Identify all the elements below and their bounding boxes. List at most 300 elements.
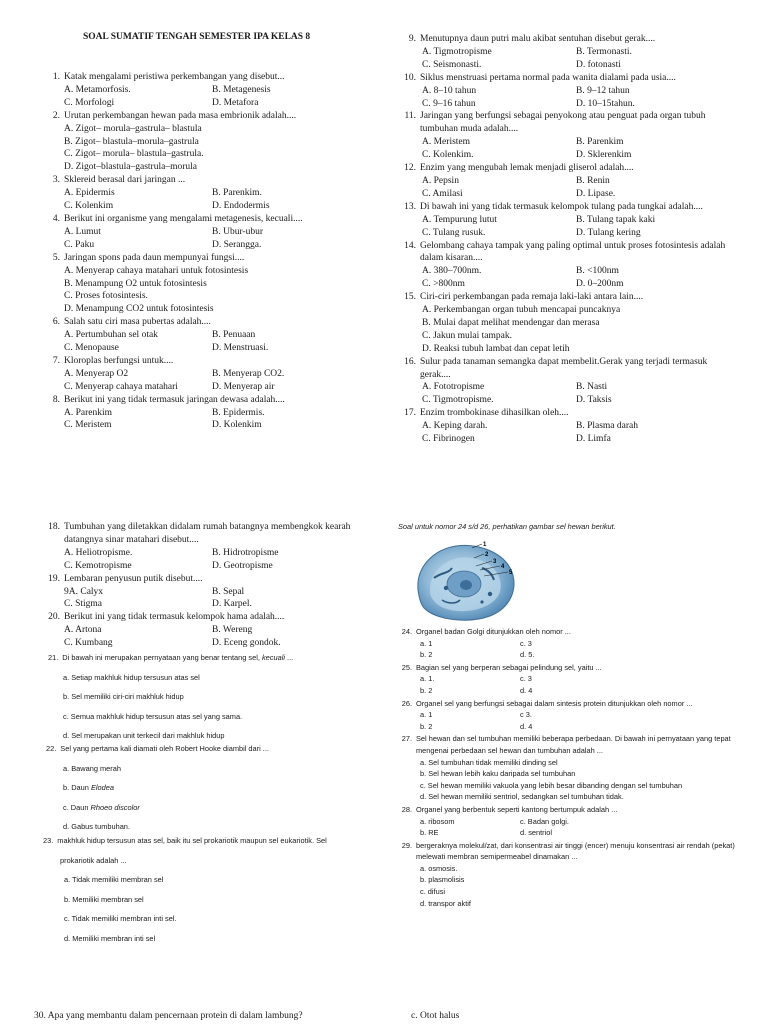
option[interactable]: D. Taksis (576, 395, 612, 406)
question-text: Katak mengalami peristiwa perkembangan yang disebut... (64, 72, 285, 82)
option[interactable]: A. Fototropisme (422, 382, 485, 393)
question-number: 10. (404, 72, 416, 83)
question-number: 24. (401, 627, 412, 636)
question-item (45, 611, 365, 650)
option[interactable]: d. 4 (520, 685, 533, 695)
option[interactable]: C. Fibrinogen (422, 434, 475, 445)
option[interactable]: a. Setiap makhluk hidup tersusun atas sel (63, 672, 200, 682)
option[interactable]: D. 10–15tahun. (576, 98, 635, 109)
option[interactable]: A. Perkembangan organ tubuh mencapai puncaknya (422, 305, 621, 316)
option-row (422, 188, 730, 201)
option[interactable]: B. Nasti (576, 382, 608, 393)
options (400, 420, 730, 446)
option[interactable]: C. Proses fotosintesis. (64, 291, 148, 302)
question-item (400, 356, 730, 408)
question-text: Sel hewan dan sel tumbuhan memiliki beberapa perbedaan. Di bawah ini pernyataan yang tepat mengenai perbedaan sel hewan dan tumbuhan adalah ... (416, 734, 731, 755)
option[interactable]: B. Penuaan (212, 330, 256, 341)
option[interactable]: C. Zigot– morula– blastula–gastrula. (64, 149, 204, 160)
question-number: 8. (52, 394, 60, 405)
question-number: 21. (48, 653, 59, 662)
options (48, 407, 348, 433)
options (48, 265, 348, 317)
option[interactable]: A. Keping darah. (422, 421, 488, 432)
option[interactable]: B. Wereng (212, 625, 253, 636)
option[interactable]: C. Kolenkim. (422, 150, 474, 161)
option-row (422, 420, 730, 433)
option-row (64, 586, 365, 599)
option-row (64, 637, 365, 650)
options (48, 329, 348, 355)
option[interactable]: a. Bawang merah (63, 763, 121, 773)
cell-label-2: 2 (485, 552, 489, 558)
option[interactable]: D. Serangga. (212, 239, 262, 250)
option-row (64, 560, 365, 573)
option[interactable]: A. 380–700nm. (422, 266, 482, 277)
option[interactable]: B. <100nm (576, 266, 619, 277)
question-stem (398, 662, 738, 674)
option[interactable]: B. Termonasti. (576, 46, 632, 57)
question-stem (398, 733, 738, 756)
question-text: Kloroplas berfungsi untuk.... (64, 355, 174, 366)
option[interactable]: d. Memiliki membran inti sel (64, 933, 156, 943)
question-stem (398, 626, 738, 638)
option[interactable]: b. 2 (420, 721, 433, 731)
option[interactable]: C. Kolenkim (64, 201, 114, 212)
options (400, 304, 730, 356)
option[interactable]: B. Ubur-ubur (212, 226, 263, 237)
question-22 (46, 743, 376, 833)
option[interactable]: B. 9–12 tahun (576, 85, 630, 96)
option-row (64, 368, 348, 381)
option[interactable]: d. Sel merupakan unit terkecil dari makhluk hidup (63, 731, 225, 741)
options (48, 368, 348, 394)
questions-24-29 (398, 626, 738, 909)
option[interactable]: b. Sel hewan lebih kaku daripada sel tumbuhan (420, 769, 576, 779)
question-text: Sulur pada tanaman semangka dapat membelit.Gerak yang terjadi termasuk gerak.... (420, 356, 708, 380)
question-stem (400, 356, 730, 382)
option[interactable]: c. 3 (520, 638, 532, 648)
question-21 (48, 652, 378, 742)
question-text: Organel yang berbentuk seperti kantong bertumpuk adalah ... (416, 804, 618, 814)
option[interactable]: b. Memiliki membran sel (64, 894, 144, 904)
question-text-cont: prokariotik adalah ... (60, 855, 127, 865)
question-number: 16. (404, 356, 416, 367)
option[interactable]: A. Meristem (422, 137, 471, 148)
question-text: Di bawah ini merupakan pernyataan yang benar tentang sel, (62, 653, 262, 662)
option[interactable]: d. sentriol (520, 828, 553, 838)
option-row (64, 187, 348, 200)
option[interactable]: C. Menopause (64, 343, 119, 354)
question-number: 6. (52, 317, 60, 328)
option-row (422, 227, 730, 240)
question-stem (48, 110, 348, 123)
option-row (64, 407, 348, 420)
option-row (422, 381, 730, 394)
question-stem (400, 72, 730, 85)
option-row (64, 598, 365, 611)
option-row (64, 200, 348, 213)
option[interactable]: D. Menyerap air (212, 381, 275, 392)
question-number: 9. (408, 34, 416, 44)
cell-label-3: 3 (493, 559, 497, 565)
option-row (420, 721, 738, 733)
question-stem (400, 407, 730, 420)
option-row (422, 149, 730, 162)
option[interactable]: A. Lumut (64, 226, 101, 237)
options (45, 547, 365, 573)
options (400, 265, 730, 291)
option[interactable]: C. Kumbang (64, 638, 113, 649)
question-stem (400, 291, 730, 304)
question-number: 15. (404, 292, 416, 303)
question-number: 5. (52, 252, 60, 263)
question-text: bergeraknya molekul/zat, dari konsentrasi air tinggi (encer) menuju konsentrasi air rendah (pekat) melewati membran semipermeabel dinamakan ... (416, 840, 735, 862)
option[interactable]: d. Sel hewan memiliki sentriol, sedangkan sel tumbuhan tidak. (420, 792, 624, 802)
option[interactable]: a. Sel tumbuhan tidak memiliki dinding sel (420, 757, 558, 767)
option-row (422, 85, 730, 98)
option-row (422, 433, 730, 446)
question-text: Tumbuhan yang diletakkan didalam rumah batangnya membengkok kearah datangnya sinar matahari disebut.... (64, 522, 351, 545)
option-row (422, 136, 730, 149)
option[interactable]: A. Heliotropisme. (64, 547, 133, 558)
options (400, 175, 730, 201)
question-number: 27. (401, 734, 412, 744)
question-text: Urutan perkembangan hewan pada masa embrionik adalah.... (64, 110, 297, 121)
option[interactable]: D. Limfa (576, 434, 611, 445)
cell-label-1: 1 (483, 542, 487, 548)
question-item (400, 72, 730, 111)
options (400, 381, 730, 407)
question-text: Berikut ini yang tidak termasuk jaringan dewasa adalah.... (64, 394, 285, 405)
option[interactable]: a. 1 (420, 638, 433, 648)
question-text: Sel yang pertama kali diamati oleh Robert Hooke diambil dari ... (60, 744, 269, 753)
question-stem (400, 110, 730, 136)
question-stem (398, 698, 738, 710)
option[interactable]: c. Sel hewan memiliki vakuola yang lebih besar dibanding dengan sel tumbuhan (420, 780, 683, 790)
option[interactable]: D. Metafora (212, 97, 259, 108)
option[interactable]: A. Menyerap O2 (64, 368, 129, 379)
option[interactable] (63, 782, 376, 794)
question-number: 11. (404, 111, 416, 122)
question-number: 25. (401, 662, 412, 672)
question-item (400, 240, 730, 292)
option[interactable]: D. Tulang kering (576, 227, 641, 238)
option-row (64, 226, 348, 239)
question-stem (400, 201, 730, 214)
question-stem (48, 174, 348, 187)
option[interactable]: a. Tidak memiliki membran sel (64, 875, 164, 885)
question-stem (400, 162, 730, 175)
option[interactable]: D. Menstruasi. (212, 343, 269, 354)
option[interactable]: b. 2 (420, 650, 433, 660)
option[interactable]: A. Parenkim (64, 407, 113, 418)
option-row (64, 419, 348, 432)
question-stem (48, 394, 348, 407)
option-row (422, 278, 730, 291)
question-30: 30. Apa yang membantu dalam pencernaan protein di dalam lambung? (34, 1011, 303, 1021)
option[interactable]: c. Badan golgi. (520, 816, 569, 826)
question-item (398, 662, 738, 697)
option[interactable]: B. Menampung O2 untuk fotosintesis (64, 278, 207, 289)
option[interactable]: A. Menyerap cahaya matahari untuk fotosintesis (64, 265, 249, 276)
options (398, 638, 738, 661)
option[interactable]: B. Parenkim. (212, 188, 262, 199)
questions-1-8 (48, 71, 348, 432)
option[interactable]: C. Amilasi (422, 188, 463, 199)
option-row (64, 97, 348, 110)
options (398, 816, 738, 839)
question-stem (398, 840, 738, 863)
option[interactable]: A. Artona (64, 625, 102, 636)
question-number: 12. (404, 163, 416, 174)
option[interactable]: C. Kemotropisme (64, 560, 132, 571)
option[interactable]: D. Reaksi tubuh lambat dan cepat letih (422, 343, 570, 354)
option-text: b. Daun (63, 783, 91, 793)
question-number: 20. (48, 612, 60, 623)
question-number: 23. (43, 836, 54, 845)
question-item (48, 71, 348, 110)
question-number: 13. (404, 201, 416, 212)
option-row (422, 265, 730, 278)
option[interactable]: B. Tulang tapak kaki (576, 214, 656, 225)
question-number: 4. (52, 213, 60, 224)
question-item (400, 407, 730, 446)
option[interactable]: B. Metagenesis (212, 84, 271, 95)
question-number: 19. (48, 573, 60, 584)
option[interactable]: A. 8–10 tahun (422, 85, 477, 96)
option-row (64, 624, 365, 637)
question-text: Berikut ini yang tidak termasuk kelompok hama adalah.... (64, 612, 285, 623)
question-item (400, 162, 730, 201)
option-row (422, 214, 730, 227)
question-item (48, 174, 348, 213)
question-number: 17. (404, 408, 416, 419)
option[interactable]: B. Plasma darah (576, 421, 639, 432)
option[interactable]: D. Sklerenkim (576, 150, 632, 161)
cell-label-5: 5 (509, 570, 513, 576)
question-number: 3. (52, 175, 60, 186)
option[interactable]: c. Semua makhluk hidup tersusun atas sel yang sama. (63, 711, 243, 721)
question-text: Gelombang cahaya tampak yang paling optimal untuk proses fotosintesis adalah dalam kisaran.... (420, 240, 726, 264)
option[interactable]: A. Metamorfosis. (64, 84, 131, 95)
questions-18-20 (45, 521, 365, 650)
option[interactable]: a. 1. (420, 674, 435, 684)
option[interactable]: B. Menyerap CO2. (212, 368, 285, 379)
question-item (398, 626, 738, 661)
question-23 (43, 835, 383, 945)
option-row (420, 816, 738, 828)
question-item (400, 33, 730, 72)
option[interactable]: c. 3 (520, 674, 532, 684)
cell-label-4: 4 (501, 564, 505, 570)
option[interactable]: b. plasmolisis (420, 875, 465, 885)
option-row (64, 329, 348, 342)
option[interactable]: D. Zigot–blastula–gastrula–morula (64, 162, 197, 173)
question-text: Berikut ini organisme yang mengalami metagenesis, kecuali.... (64, 213, 303, 224)
option[interactable]: b. Sel memiliki ciri-ciri makhluk hidup (63, 692, 184, 702)
option[interactable]: D. Karpel. (212, 599, 252, 610)
question-text: Bagian sel yang berperan sebagai pelindung sel, yaitu ... (416, 662, 602, 672)
questions-9-17 (400, 33, 730, 446)
option[interactable]: C. Meristem (64, 420, 112, 431)
option[interactable]: b. 2 (420, 685, 433, 695)
option[interactable]: C. Menyerap cahaya matahari (64, 381, 178, 392)
option[interactable]: A. Pepsin (422, 175, 459, 186)
option[interactable]: C. 9–16 tahun (422, 98, 476, 109)
option[interactable]: B. Renin (576, 175, 610, 186)
options (400, 214, 730, 240)
option-row (420, 709, 738, 721)
option[interactable]: D. Kolenkim (212, 420, 262, 431)
options (48, 226, 348, 252)
question-item (400, 291, 730, 356)
emphasis-text: kecuali (261, 653, 285, 662)
question-text: Lembaran penyusun putik disebut.... (64, 573, 203, 584)
question-text: Organel sel yang berfungsi sebagai dalam sintesis protein ditunjukkan oleh nomor ... (416, 698, 693, 708)
question-item (398, 804, 738, 839)
question-text: Enzim yang mengubah lemak menjadi gliserol adalah.... (420, 163, 634, 174)
question-number: 7. (52, 355, 60, 366)
option-row (420, 685, 738, 697)
options (398, 673, 738, 696)
question-30-option[interactable]: c. Otot halus (411, 1011, 460, 1021)
options (400, 136, 730, 162)
option[interactable]: B. Epidermis. (212, 407, 265, 418)
options (48, 84, 348, 110)
option[interactable]: A. Zigot– morula–gastrula– blastula (64, 123, 202, 134)
option[interactable]: b. RE (420, 828, 439, 838)
option[interactable]: d. Gabus tumbuhan. (63, 822, 130, 832)
options (45, 586, 365, 612)
image-instruction: Soal untuk nomor 24 s/d 26, perhatikan gambar sel hewan berikut. (398, 522, 616, 531)
option[interactable]: d. transpor aktif (420, 898, 471, 908)
question-item (400, 201, 730, 240)
option[interactable]: D. Eceng gondok. (212, 638, 281, 649)
option-row (420, 827, 738, 839)
option-row (422, 59, 730, 72)
question-stem (400, 240, 730, 266)
option[interactable]: C. Tulang rusuk. (422, 227, 486, 238)
option-row (422, 394, 730, 407)
option[interactable]: 9A. Calyx (64, 586, 104, 597)
animal-cell-figure (412, 538, 520, 622)
option-row (420, 673, 738, 685)
question-stem (45, 611, 365, 624)
option[interactable]: D. Lipase. (576, 188, 616, 199)
option[interactable]: c 3. (520, 710, 532, 720)
question-number: 26. (401, 698, 412, 708)
question-text: Sklereid berasal dari jaringan ... (64, 175, 186, 186)
question-stem (48, 355, 348, 368)
question-number: 18. (48, 522, 60, 532)
options (398, 757, 738, 803)
question-item (398, 733, 738, 803)
options (45, 624, 365, 650)
question-item (45, 573, 365, 612)
question-text: Salah satu ciri masa pubertas adalah.... (64, 317, 211, 328)
animal-cell-illustration (412, 538, 520, 622)
page-title: SOAL SUMATIF TENGAH SEMESTER IPA KELAS 8 (83, 32, 311, 42)
question-item (45, 521, 365, 573)
option[interactable]: d. 5. (520, 650, 535, 660)
question-item (48, 316, 348, 355)
options (398, 863, 738, 909)
option[interactable]: C. Morfologi (64, 97, 115, 108)
option[interactable]: a. 1 (420, 710, 433, 720)
option[interactable]: c. Tidak memiliki membran inti sel. (64, 914, 177, 924)
option[interactable]: a. osmosis. (420, 863, 458, 873)
option[interactable]: B. Parenkim (576, 137, 624, 148)
option[interactable]: B. Sepal (212, 586, 245, 597)
question-stem (48, 252, 348, 265)
option[interactable]: A. Pertumbuhan sel otak (64, 330, 158, 341)
option[interactable]: a. ribosom (420, 816, 455, 826)
option[interactable]: A. Tempurung lutut (422, 214, 497, 225)
options (48, 187, 348, 213)
option[interactable]: D. Geotropisme (212, 560, 273, 571)
option-row (64, 239, 348, 252)
question-item (48, 355, 348, 394)
question-number: 14. (404, 240, 416, 251)
question-item (48, 394, 348, 433)
option[interactable]: B. Zigot– blastula–morula–gastrula (64, 136, 199, 147)
question-item (398, 698, 738, 733)
question-number: 28. (401, 804, 412, 814)
question-number: 29. (401, 840, 412, 850)
question-text: makhluk hidup tersusun atas sel, baik itu sel prokariotik maupun sel eukariotik. Sel (57, 836, 327, 845)
option[interactable]: C. Jakun mulai tampak. (422, 330, 512, 341)
option-row (422, 98, 730, 111)
option[interactable]: B. Mulai dapat melihat mendengar dan merasa (422, 317, 600, 328)
option-italic: Rhoeo discolor (90, 802, 140, 812)
question-item (48, 252, 348, 317)
options (48, 123, 348, 175)
option[interactable]: C. Paku (64, 239, 95, 250)
option[interactable]: d. 4 (520, 721, 533, 731)
question-item (398, 840, 738, 910)
option[interactable]: D. fotonasti (576, 59, 621, 70)
option[interactable]: c. difusi (420, 887, 446, 897)
option[interactable]: C. Tigmotropisme. (422, 395, 494, 406)
question-text: Jaringan spons pada daun mempunyai fungsi.... (64, 252, 245, 263)
option-row (64, 381, 348, 394)
option[interactable] (63, 802, 376, 814)
question-stem (45, 521, 365, 547)
option-row (422, 46, 730, 59)
question-text: Ciri-ciri perkembangan pada remaja laki-laki antara lain.... (420, 292, 644, 303)
question-stem (45, 573, 365, 586)
question-stem (400, 33, 730, 46)
question-number: 22. (46, 744, 57, 753)
option[interactable]: D. 0–200nm (576, 279, 624, 290)
option[interactable]: C. Stigma (64, 599, 103, 610)
option-row (64, 547, 365, 560)
option[interactable]: D. Endodermis (212, 201, 270, 212)
option[interactable]: A. Tigmotropisme (422, 46, 492, 57)
option-row (64, 84, 348, 97)
option[interactable]: D. Menampung CO2 untuk fotosintesis (64, 304, 214, 315)
question-item (400, 110, 730, 162)
option[interactable]: C. >800nm (422, 279, 465, 290)
question-number: 2. (52, 110, 60, 121)
question-stem (48, 213, 348, 226)
question-stem (398, 804, 738, 816)
option[interactable]: C. Seismonasti. (422, 59, 482, 70)
option-row (422, 175, 730, 188)
option[interactable]: A. Epidermis (64, 188, 115, 199)
option[interactable]: B. Hidrotropisme (212, 547, 279, 558)
option-row (420, 649, 738, 661)
